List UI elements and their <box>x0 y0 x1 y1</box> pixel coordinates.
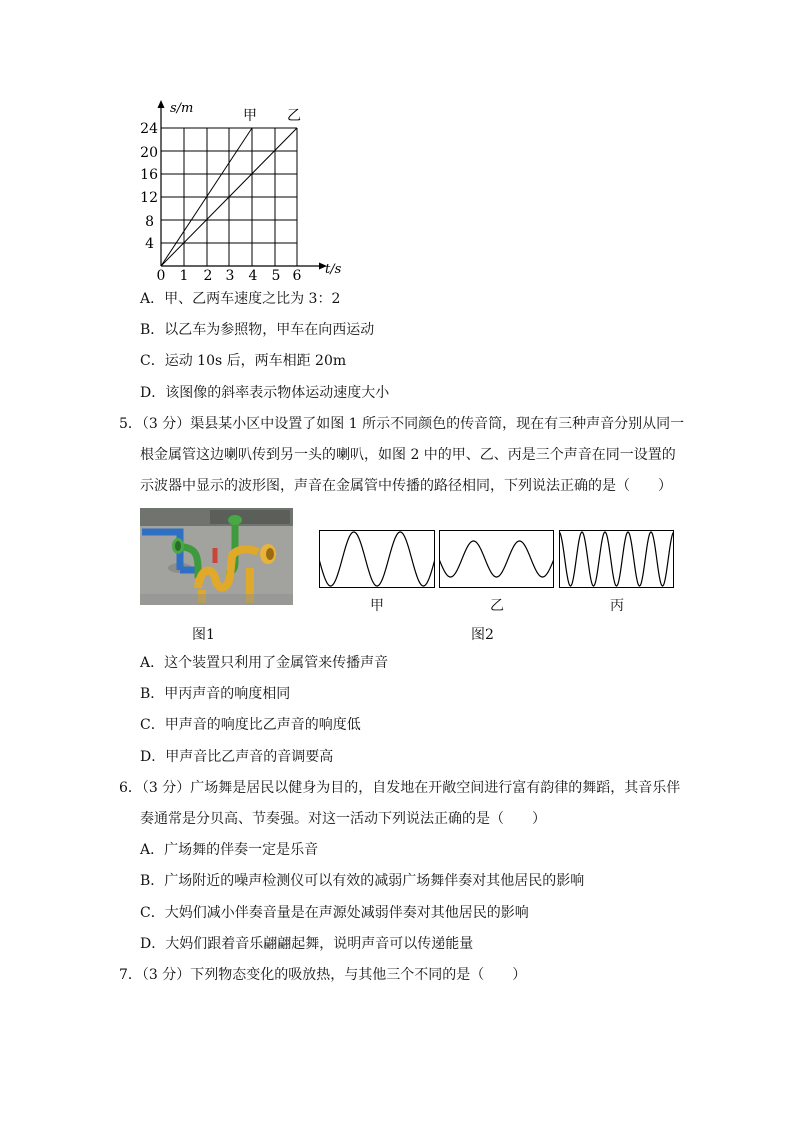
q4-option-d: D．该图像的斜率表示物体运动速度大小 <box>140 385 390 401</box>
q6-stem-line-2: 奏通常是分贝高、节奏强。对这一活动下列说法正确的是（ ） <box>140 811 546 827</box>
q4-option-a: A．甲、乙两车速度之比为 3：2 <box>140 291 341 307</box>
q4-option-b: B．以乙车为参照物，甲车在向西运动 <box>140 322 375 338</box>
wave-label-bing: 丙 <box>610 598 624 614</box>
x-tick: 1 <box>179 268 189 283</box>
q6-option-c: C．大妈们减小伴奏音量是在声源处减弱伴奏对其他居民的影响 <box>140 905 529 921</box>
fig2-caption: 图2 <box>471 627 494 643</box>
q5-option-d: D．甲声音比乙声音的音调要高 <box>140 749 334 765</box>
y-axis-label: s/m <box>170 101 194 116</box>
line-label-yi: 乙 <box>287 108 301 124</box>
y-tick: 12 <box>140 190 158 206</box>
st-graph <box>130 98 360 283</box>
q6-option-a: A．广场舞的伴奏一定是乐音 <box>140 842 319 858</box>
waveform-yi <box>439 530 554 588</box>
line-label-jia: 甲 <box>243 108 257 124</box>
y-tick: 16 <box>140 167 158 183</box>
q7-stem: 7．（3 分）下列物态变化的吸放热，与其他三个不同的是（ ） <box>119 967 527 983</box>
x-tick: 0 <box>156 268 166 283</box>
x-tick: 2 <box>203 268 213 283</box>
y-tick: 4 <box>145 236 154 252</box>
x-tick: 6 <box>292 268 302 283</box>
y-tick: 8 <box>145 214 154 230</box>
x-tick: 3 <box>225 268 235 283</box>
q5-stem-line-1: 5．（3 分）渠县某小区中设置了如图 1 所示不同颜色的传音筒，现在有三种声音分别从同一 <box>119 416 685 432</box>
q5-option-a: A．这个装置只利用了金属管来传播声音 <box>140 655 389 671</box>
waveform-jia <box>319 530 435 588</box>
y-tick: 24 <box>140 121 158 137</box>
sound-tube-photo <box>140 508 293 605</box>
q6-option-b: B．广场附近的噪声检测仪可以有效的减弱广场舞伴奏对其他居民的影响 <box>140 873 585 889</box>
x-tick: 4 <box>248 268 258 283</box>
q5-stem-line-3: 示波器中显示的波形图，声音在金属管中传播的路径相同，下列说法正确的是（ ） <box>140 478 672 494</box>
wave-label-yi: 乙 <box>490 598 504 614</box>
y-tick: 20 <box>140 145 158 161</box>
q5-option-c: C．甲声音的响度比乙声音的响度低 <box>140 717 361 733</box>
q5-stem-line-2: 根金属管这边喇叭传到另一头的喇叭，如图 2 中的甲、乙、丙是三个声音在同一设置的 <box>140 447 676 463</box>
wave-label-jia: 甲 <box>370 598 384 614</box>
fig1-caption: 图1 <box>192 627 215 643</box>
waveform-bing <box>559 530 674 588</box>
x-tick: 5 <box>271 268 281 283</box>
q4-option-c: C．运动 10s 后，两车相距 20m <box>140 353 347 369</box>
q6-stem-line-1: 6．（3 分）广场舞是居民以健身为目的，自发地在开敞空间进行富有韵律的舞蹈，其音乐伴 <box>119 780 681 796</box>
q6-option-d: D．大妈们跟着音乐翩翩起舞，说明声音可以传递能量 <box>140 936 474 952</box>
q5-option-b: B．甲丙声音的响度相同 <box>140 686 291 702</box>
x-axis-label: t/s <box>325 262 342 277</box>
